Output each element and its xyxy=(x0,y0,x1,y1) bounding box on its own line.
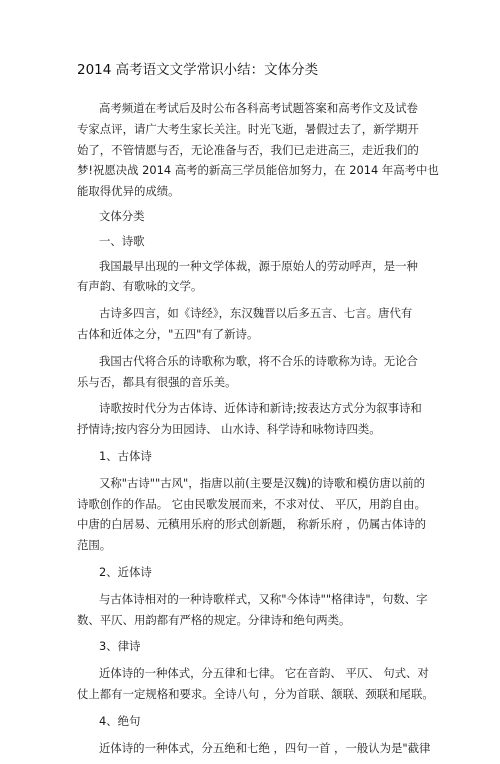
poetry-paragraph xyxy=(77,303,431,345)
text-line: 与古体诗相对的一种诗歌样式，又称"今体诗""格律诗"，句数、字 xyxy=(99,591,428,606)
text-line: 我国古代将合乐的诗歌称为歌，将不合乐的诗歌称为诗。无论合 xyxy=(99,353,418,368)
poetry-paragraph xyxy=(77,351,431,393)
poetry-paragraph xyxy=(77,398,431,440)
intro-paragraph xyxy=(77,98,439,202)
jintishi-paragraph xyxy=(77,589,431,631)
text-line: 我国最早出现的一种文学体裁，源于原始人的劳动呼声，是一种 xyxy=(99,258,418,273)
text-line: 有声韵、有歌咏的文学。 xyxy=(77,279,203,294)
text-line: 抒情诗;按内容分为田园诗、 山水诗、科学诗和咏物诗四类。 xyxy=(77,422,381,437)
text-line: 数、平仄、用韵都有严格的规定。分律诗和绝句两类。 xyxy=(77,612,351,627)
text-line: 始了，不管情愿与否，无论准备与否，我们已走进高三，走近我们的 xyxy=(77,142,419,157)
subheading-lvshi: 3、律诗 xyxy=(99,639,141,654)
lvshi-paragraph xyxy=(77,663,434,705)
text-line: 仗上都有一定规格和要求。全诗八句 ，分为首联、颔联、颈联和尾联。 xyxy=(77,686,434,701)
text-line: 乐与否，都具有很强的音乐美。 xyxy=(77,374,237,389)
section-heading: 文体分类 xyxy=(99,208,145,223)
subheading-jueju: 4、绝句 xyxy=(99,713,141,728)
text-line: 古诗多四言，如《诗经》，东汉魏晋以后多五言、七言。唐代有 xyxy=(99,306,413,321)
document-title: 2014 高考语文文学常识小结：文体分类 xyxy=(77,62,319,78)
text-line: 高考频道在考试后及时公布各科高考试题答案和高考作文及试卷 xyxy=(99,101,418,115)
text-line: 古体和近体之分，"五四"有了新诗。 xyxy=(77,326,259,341)
poetry-heading: 一、诗歌 xyxy=(99,233,145,248)
subheading-gutishi: 1、古体诗 xyxy=(99,448,152,463)
poetry-paragraph xyxy=(77,256,431,298)
text-line: 近体诗的一种体式，分五绝和七绝 ，四句一首 ，一般认为是"截律 xyxy=(99,740,431,755)
jueju-paragraph xyxy=(77,738,431,759)
text-line: 诗歌创作的作品。 它由民歌发展而来，不求对仗、 平仄，用韵自由。 xyxy=(77,496,426,511)
text-line: 中唐的白居易、元稹用乐府的形式创新题， 称新乐府 ，仍属古体诗的 xyxy=(77,517,426,532)
text-line: 又称"古诗""古风"，指唐以前(主要是汉魏)的诗歌和模仿唐以前的 xyxy=(99,475,426,490)
subheading-jintishi: 2、近体诗 xyxy=(99,564,152,579)
text-line: 范围。 xyxy=(77,538,112,553)
text-line: 诗歌按时代分为古体诗、近体诗和新诗;按表达方式分为叙事诗和 xyxy=(99,401,422,416)
document-body xyxy=(77,98,439,764)
text-line: 专家点评，请广大考生家长关注。时光飞逝，暑假过去了，新学期开 xyxy=(77,121,419,136)
gutishi-paragraph xyxy=(77,473,431,556)
text-line: 梦!祝愿决战 2014 高考的新高三学员能倍加努力，在 2014 年高考中也 xyxy=(77,163,439,178)
text-line: 能取得优异的成绩。 xyxy=(77,184,180,199)
text-line: 近体诗的一种体式，分五律和七律。 它在音韵、 平仄、 句式、对 xyxy=(99,666,429,681)
